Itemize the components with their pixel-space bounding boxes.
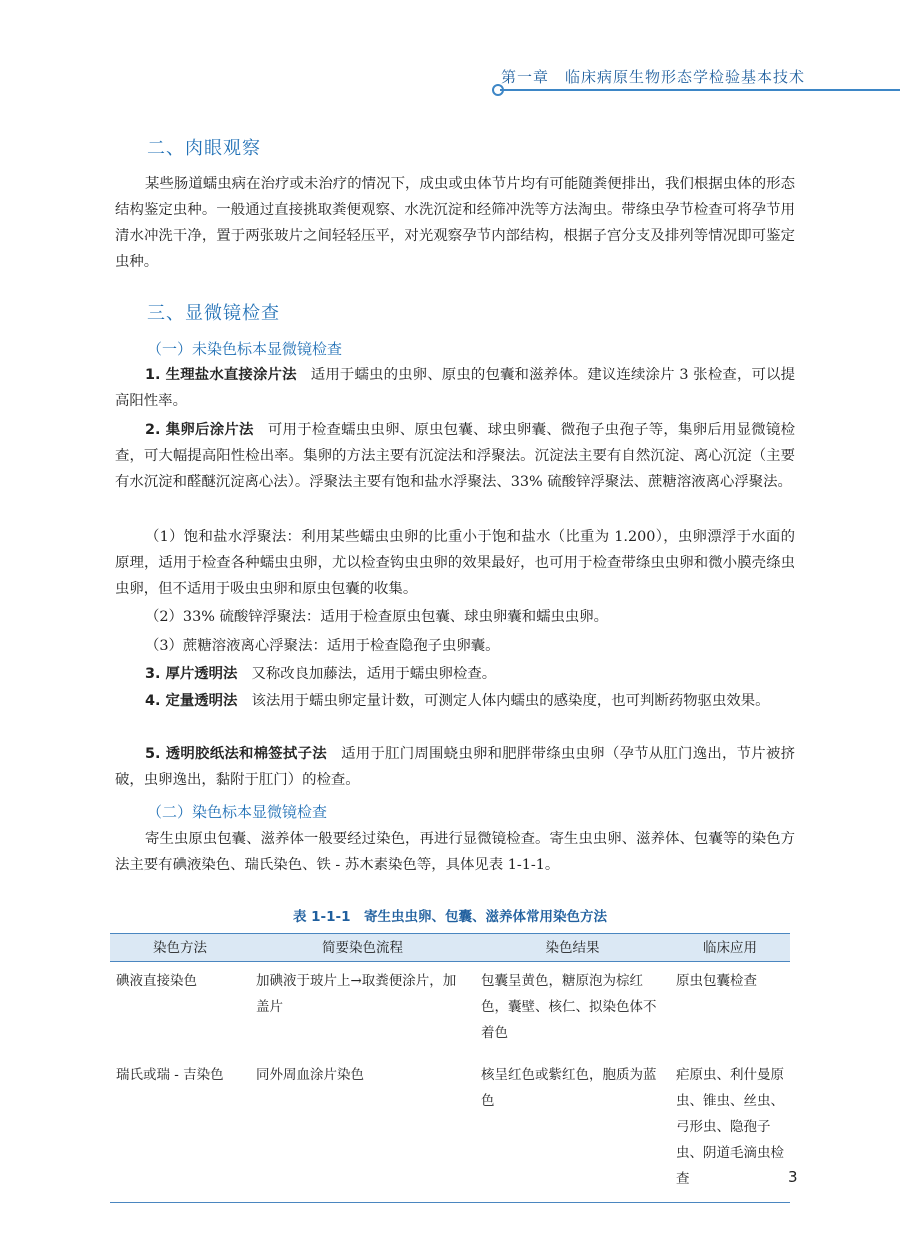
table-header-row — [110, 934, 790, 962]
paragraph-sucrose: （3）蔗糖溶液离心浮聚法：适用于检查隐孢子虫卵囊。 — [145, 638, 500, 654]
table-row — [110, 1056, 790, 1203]
table-header-cell: 简要染色流程 — [250, 934, 475, 962]
paragraph-method-4 — [115, 688, 795, 714]
method-1-label: 1. 生理盐水直接涂片法 — [145, 367, 297, 383]
paragraph-method-1 — [115, 362, 795, 414]
subsection-heading-unstained: （一）未染色标本显微镜检查 — [147, 340, 343, 358]
method-5-text: 适用于肛门周围蛲虫卵和肥胖带绦虫虫卵（孕节从肛门逸出，节片被挤破，虫卵逸出，黏附于肛门）的检查。 — [115, 746, 795, 788]
method-4-text: 该法用于蠕虫卵定量计数，可测定人体内蠕虫的感染度，也可判断药物驱虫效果。 — [251, 693, 770, 709]
paragraph-naked-eye: 某些肠道蠕虫病在治疗或未治疗的情况下，成虫或虫体节片均有可能随粪便排出，我们根据虫体的形态结构鉴定虫种。一般通过直接挑取粪便观察、水洗沉淀和经筛冲洗等方法淘虫。带绦虫孕节检查可将孕节用清水冲洗干净，置于两张玻片之间轻轻压平，对光观察孕节内部结构，根据子宫分支及排列等情况即可鉴定虫种。 — [115, 176, 795, 270]
table-cell: 原虫包囊检查 — [676, 973, 757, 989]
table-header-cell: 染色方法 — [110, 934, 250, 962]
method-2-label: 2. 集卵后涂片法 — [145, 422, 254, 438]
page-number: 3 — [788, 1168, 798, 1186]
table-cell: 加碘液于玻片上→取粪便涂片，加盖片 — [256, 973, 457, 1015]
paragraph-method-2 — [115, 417, 795, 495]
table-cell: 碘液直接染色 — [116, 973, 197, 989]
table-caption: 表 1-1-1 寄生虫虫卵、包囊、滋养体常用染色方法 — [292, 909, 608, 925]
table-header-cell: 染色结果 — [475, 934, 670, 962]
paragraph-method-3 — [115, 661, 795, 687]
section-heading-naked-eye: 二、肉眼观察 — [147, 138, 261, 159]
header-rule — [500, 89, 900, 91]
table-cell: 核呈红色或紫红色，胞质为蓝色 — [475, 1056, 670, 1203]
table-cell: 包囊呈黄色，糖原泡为棕红色，囊壁、核仁、拟染色体不着色 — [481, 973, 657, 1041]
chapter-title: 第一章 临床病原生物形态学检验基本技术 — [500, 68, 805, 86]
paragraph-saturated-brine: （1）饱和盐水浮聚法：利用某些蠕虫虫卵的比重小于饱和盐水（比重为 1.200），虫卵漂浮于水面的原理，适用于检查各种蠕虫虫卵，尤以检查钩虫虫卵的效果最好，也可用于检查带绦虫虫卵和微小膜壳绦虫虫卵，但不适用于吸虫虫卵和原虫包囊的收集。 — [115, 529, 795, 597]
method-3-text: 又称改良加藤法，适用于蠕虫卵检查。 — [251, 666, 497, 682]
paragraph-method-5 — [115, 741, 795, 793]
subsection-heading-stained: （二）染色标本显微镜检查 — [147, 803, 328, 821]
method-5-label: 5. 透明胶纸法和棉签拭子法 — [145, 746, 327, 762]
table-row — [110, 962, 790, 1057]
method-3-label: 3. 厚片透明法 — [145, 666, 238, 682]
method-1-text: 适用于蠕虫的虫卵、原虫的包囊和滋养体。建议连续涂片 3 张检查，可以提高阳性率。 — [115, 367, 795, 409]
table-cell: 疟原虫、利什曼原虫、锥虫、丝虫、弓形虫、隐孢子虫、阴道毛滴虫检查 — [670, 1056, 790, 1203]
paragraph-stained: 寄生虫原虫包囊、滋养体一般要经过染色，再进行显微镜检查。寄生虫虫卵、滋养体、包囊等的染色方法主要有碘液染色、瑞氏染色、铁 - 苏木素染色等，具体见表 1-1-1。 — [115, 831, 795, 873]
table-cell: 瑞氏或瑞 - 吉染色 — [110, 1056, 250, 1203]
method-2-text: 可用于检查蠕虫虫卵、原虫包囊、球虫卵囊、微孢子虫孢子等，集卵后用显微镜检查，可大幅提高阳性检出率。集卵的方法主要有沉淀法和浮聚法。沉淀法主要有自然沉淀、离心沉淀（主要有水沉淀和醛醚沉淀离心法）。浮聚法主要有饱和盐水浮聚法、33% 硫酸锌浮聚法、蔗糖溶液离心浮聚法。 — [115, 422, 795, 490]
method-4-label: 4. 定量透明法 — [145, 693, 238, 709]
staining-methods-table — [110, 933, 790, 1203]
table-cell: 同外周血涂片染色 — [250, 1056, 475, 1203]
section-heading-microscopy: 三、显微镜检查 — [147, 303, 280, 324]
paragraph-zinc-sulfate: （2）33% 硫酸锌浮聚法：适用于检查原虫包囊、球虫卵囊和蠕虫虫卵。 — [145, 609, 609, 625]
table-header-cell: 临床应用 — [670, 934, 790, 962]
